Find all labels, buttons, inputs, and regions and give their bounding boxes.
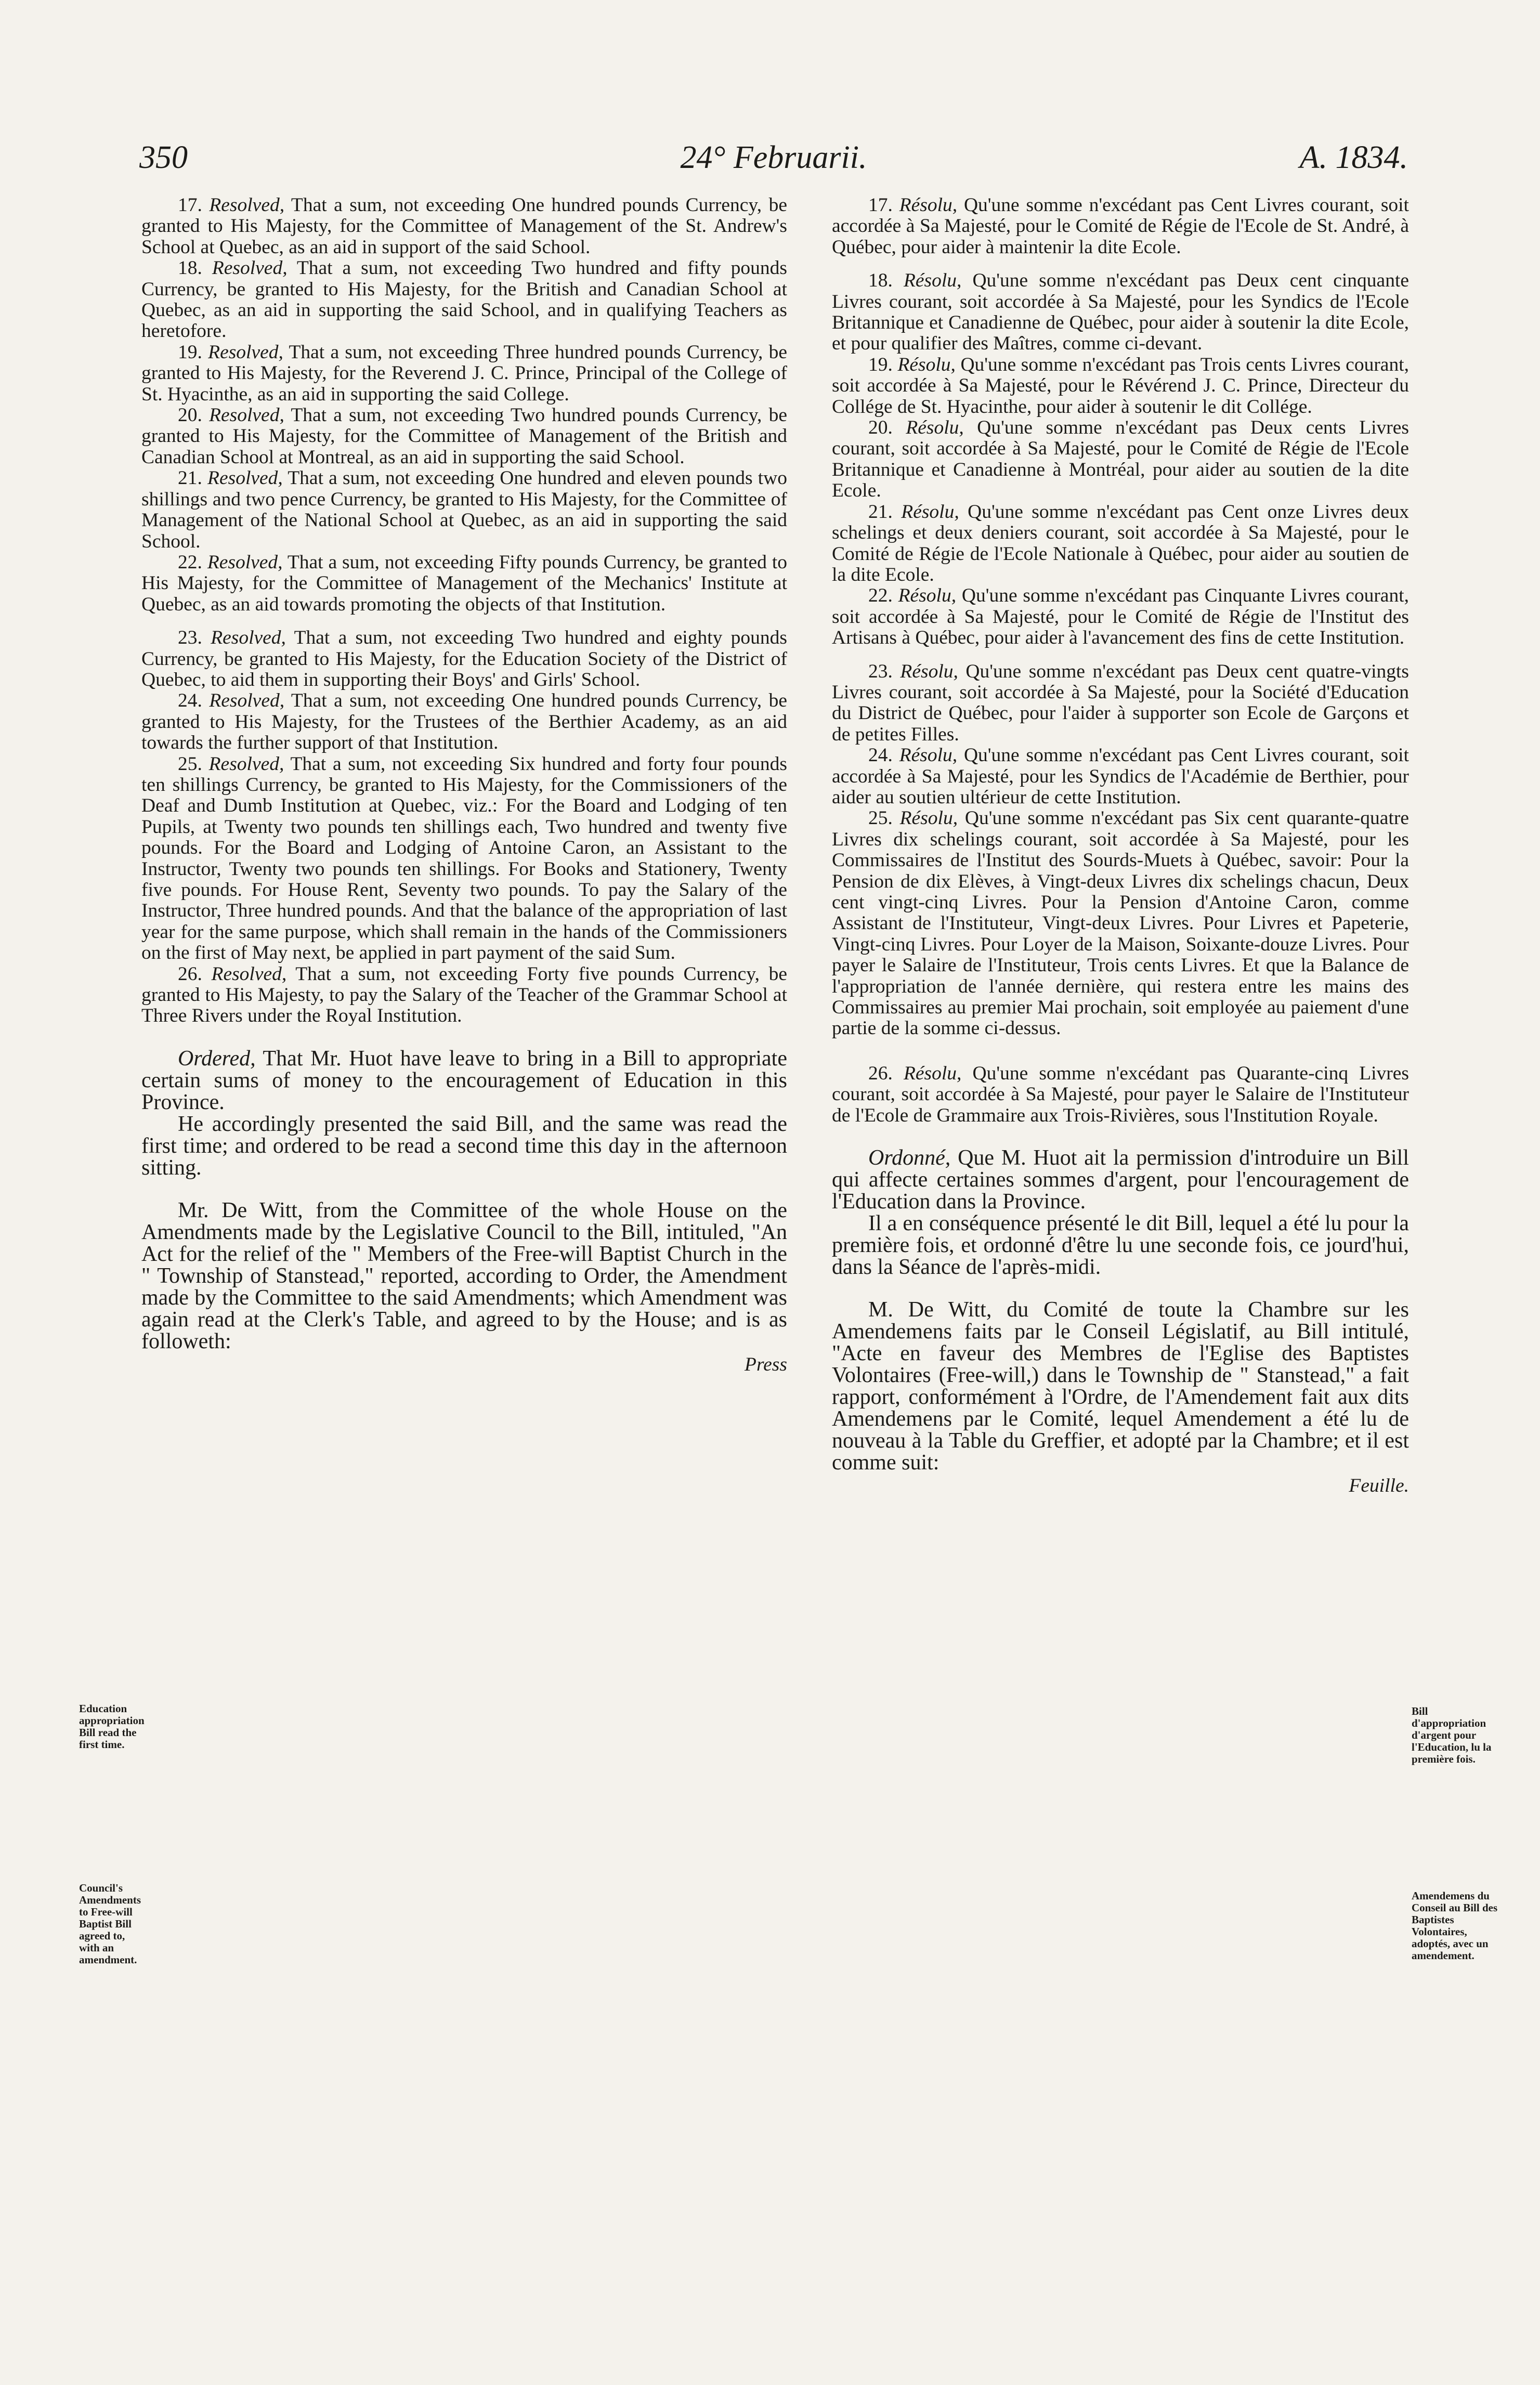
resolution-20-fr: 20. Résolu, Qu'une somme n'excédant pas Deux cents Livres courant, soit accordée à Sa Majesté, pour le Comité de Régie de l'Ecole Britannique et Canadienne à Montréal, pour aider au soutien de la dite Ecole.: [832, 417, 1410, 502]
bill-presented-en: He accordingly presented the said Bill, and the same was read the first time; and ordered to be read a second time this day in the afternoon sitting.: [141, 1112, 787, 1180]
order-fr: Ordonné, Que M. Huot ait la permission d'introduire un Bill qui affecte certaines sommes d'argent, pour l'encouragement de l'Education dans la Province.: [832, 1146, 1410, 1214]
margin-note-left-education: Education appropriation Bill read the first time.: [79, 1702, 145, 1751]
resolution-25-en: 25. Resolved, That a sum, not exceeding Six hundred and forty four pounds ten shillings Currency, be granted to His Majesty, for the Commissioners of the Deaf and Dumb Institution at Quebec, viz.: For the Board and Lodging of ten Pupils, at Twenty two pounds ten shillings each, Two hundred and twenty five pounds. For the Board and Lodging of Antoine Caron, an Assistant to the Instructor, Twenty two pounds ten shillings. For Books and Stationery, Twenty five pounds. For House Rent, Seventy two pounds. To pay the Salary of the Instructor, Three hundred pounds. And that the balance of the appropriation of last year for the same purpose, which shall remain in the hands of the Commissioners on the first of May next, be applied in part payment of the said Sum.: [141, 753, 788, 964]
resolution-24-en: 24. Resolved, That a sum, not exceeding One hundred pounds Currency, be granted to His Majesty, for the Trustees of the Berthier Academy, as an aid towards the further support of that Institution.: [141, 690, 787, 754]
margin-note-right-education: Bill d'appropriation d'argent pour l'Education, lu la première fois.: [1412, 1705, 1492, 1765]
resolution-24-fr: 24. Résolu, Qu'une somme n'excédant pas Cent Livres courant, soit accordée à Sa Majesté, pour les Syndics de l'Académie de Berthier, pour aider au soutien ultérieur de cette Institution.: [832, 745, 1410, 808]
resolution-23-en: 23. Resolved, That a sum, not exceeding Two hundred and eighty pounds Currency, be granted to His Majesty, for the Education Society of the District of Quebec, to aid them in supporting their Boys' and Girls' School.: [141, 627, 788, 690]
resolution-17-fr: 17. Résolu, Qu'une somme n'excédant pas Cent Livres courant, soit accordée à Sa Majesté, pour le Comité de Régie de l'Ecole de St. André, à Québec, pour aider à maintenir la dite Ecole.: [832, 194, 1410, 258]
catchword-en: Press: [745, 1353, 787, 1375]
resolution-26-en: 26. Resolved, That a sum, not exceeding Forty five pounds Currency, be granted to His Majesty, to pay the Salary of the Teacher of the Grammar School at Three Rivers under the Royal Institution.: [141, 963, 788, 1027]
resolution-18-fr: 18. Résolu, Qu'une somme n'excédant pas Deux cent cinquante Livres courant, soit accordée à Sa Majesté, pour les Syndics de l'Ecole Britannique et Canadienne de Québec, pour aider à soutenir la dite Ecole, et pour qualifier des Maîtres, comme ci-devant.: [832, 270, 1410, 355]
bill-presented-fr: Il a en conséquence présenté le dit Bill, lequel a été lu pour la première fois, et ordonné d'être lu une seconde fois, ce jourd'hui, dans la Séance de l'après-midi.: [832, 1211, 1409, 1280]
resolution-21-fr: 21. Résolu, Qu'une somme n'excédant pas Cent onze Livres deux schelings et deux deniers courant, soit accordée à Sa Majesté, pour le Comité de Régie de l'Ecole Nationale à Québec, pour aider au soutien de la dite Ecole.: [832, 501, 1410, 585]
margin-note-left-amendments: Council's Amendments to Free-will Baptist Bill agreed to, with an amendment.: [79, 1882, 141, 1966]
resolution-21-en: 21. Resolved, That a sum, not exceeding One hundred and eleven pounds two shillings and two pence Currency, be granted to His Majesty, for the Committee of Management of the National School at Quebec, as an aid in supporting the said School.: [141, 467, 787, 552]
page-header: [139, 139, 1408, 191]
resolution-19-fr: 19. Résolu, Qu'une somme n'excédant pas Trois cents Livres courant, soit accordée à Sa Majesté, pour le Révérend J. C. Prince, Directeur du Collége de St. Hyacinthe, pour aider à soutenir le dit Collége.: [832, 354, 1409, 418]
resolution-19-en: 19. Resolved, That a sum, not exceeding Three hundred pounds Currency, be granted to His Majesty, for the Reverend J. C. Prince, Principal of the College of St. Hyacinthe, as an aid in supporting the said College.: [141, 341, 787, 405]
resolution-26-fr: 26. Résolu, Qu'une somme n'excédant pas Quarante-cinq Livres courant, soit accordée à Sa Majesté, pour payer le Salaire de l'Instituteur de l'Ecole de Grammaire aux Trois-Rivières, sous l'Institution Royale.: [832, 1062, 1410, 1126]
resolution-18-en: 18. Resolved, That a sum, not exceeding Two hundred and fifty pounds Currency, be granted to His Majesty, for the British and Canadian School at Quebec, as an aid in supporting the said School, and in qualifying Teachers as heretofore.: [141, 257, 788, 342]
page-year: A. 1834.: [1299, 140, 1408, 175]
resolution-22-en: 22. Resolved, That a sum, not exceeding Fifty pounds Currency, be granted to His Majesty, for the Committee of Management of the Mechanics' Institute at Quebec, as an aid towards promoting the objects of that Institution.: [141, 551, 788, 615]
margin-note-right-amendments: Amendemens du Conseil au Bill des Baptistes Volontaires, adoptés, avec un amendement.: [1412, 1889, 1498, 1962]
resolution-22-fr: 22. Résolu, Qu'une somme n'excédant pas Cinquante Livres courant, soit accordée à Sa Majesté, pour le Comité de Régie de l'Institut des Artisans à Québec, pour aider à l'avancement des fins de cette Institution.: [832, 585, 1409, 649]
page-date: 24° Februarii.: [680, 140, 867, 175]
resolution-23-fr: 23. Résolu, Qu'une somme n'excédant pas Deux cent quatre-vingts Livres courant, soit accordée à Sa Majesté, pour la Société d'Education du District de Québec, pour l'aider à supporter son Ecole de Garçons et de petites Filles.: [832, 660, 1410, 745]
english-column: [141, 195, 787, 1375]
report-fr: M. De Witt, du Comité de toute la Chambre sur les Amendemens faits par le Conseil Législatif, au Bill intitulé, "Acte en faveur des Membres de l'Eglise des Baptistes Volontaires (Free-will,) dans le Township de " Stanstead," a fait rapport, conformément à l'Ordre, de l'Amendement fait aux dits Amendemens par le Comité, lequel Amendement a été lu de nouveau à la Table du Greffier, et adopté par la Chambre; et il est comme suit:: [832, 1298, 1409, 1475]
page-number: 350: [139, 140, 188, 175]
order-en: Ordered, That Mr. Huot have leave to bring in a Bill to appropriate certain sums of money to the encouragement of Education in this Province.: [141, 1046, 787, 1114]
resolution-20-en: 20. Resolved, That a sum, not exceeding Two hundred pounds Currency, be granted to His Majesty, for the Committee of Management of the British and Canadian School at Montreal, as an aid in supporting the said School.: [141, 405, 787, 468]
catchword-fr: Feuille.: [1349, 1475, 1409, 1497]
resolution-17-en: 17. Resolved, That a sum, not exceeding One hundred pounds Currency, be granted to His Majesty, for the Committee of Management of the St. Andrew's School at Quebec, as an aid in support of the said School.: [141, 194, 787, 258]
resolution-25-fr: 25. Résolu, Qu'une somme n'excédant pas Six cent quarante-quatre Livres dix schelings courant, soit accordée à Sa Majesté, pour les Commissaires de l'Institut des Sourds-Muets à Québec, savoir: Pour la Pension de dix Elèves, à Vingt-deux Livres dix schelings chacun, Deux cent vingt-cinq Livres. Pour la Pension d'Antoine Caron, comme Assistant de l'Instituteur, Vingt-deux Livres. Pour Livres et Papeterie, Vingt-cinq Livres. Pour Loyer de la Maison, Soixante-douze Livres. Pour payer le Salaire de l'Instituteur, Trois cents Livres. Et que la Balance de l'appropriation de l'année dernière, qui restera entre les mains des Commissaires au premier Mai prochain, soit employée au paiement d'une partie de la somme ci-dessus.: [832, 807, 1409, 1039]
report-en: Mr. De Witt, from the Committee of the whole House on the Amendments made by the Legislative Council to the Bill, intituled, "An Act for the relief of the " Members of the Free-will Baptist Church in the " Township of Stanstead," reported, according to Order, the Amendment made by the Committee to the said Amendments; which Amendment was again read at the Clerk's Table, and agreed to by the House; and is as followeth:: [141, 1198, 787, 1353]
french-column: [832, 195, 1409, 1496]
